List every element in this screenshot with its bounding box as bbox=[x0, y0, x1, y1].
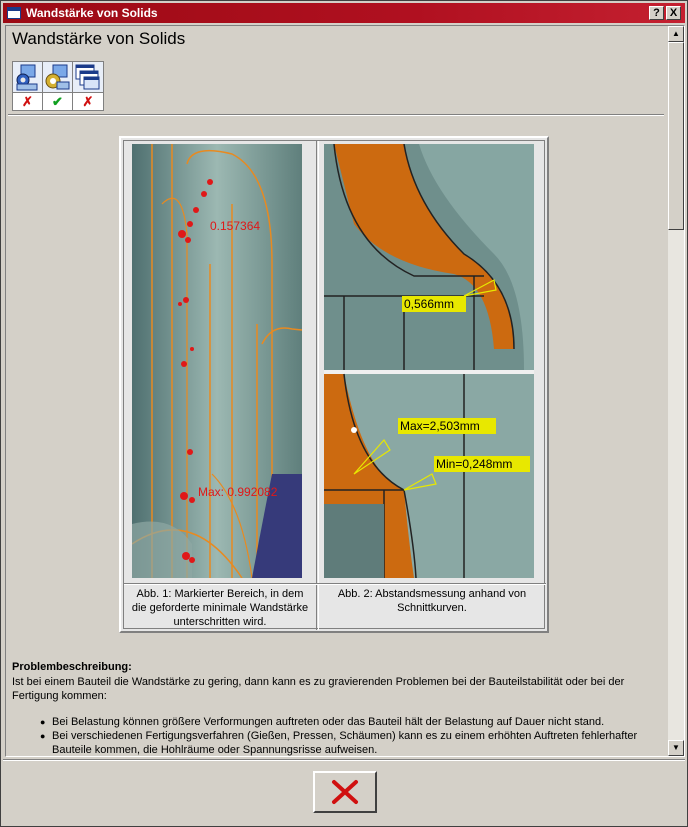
scroll-thumb[interactable] bbox=[668, 42, 684, 230]
title-close-button[interactable]: X bbox=[666, 6, 681, 20]
windows-check-icon[interactable] bbox=[73, 62, 103, 93]
footer-divider bbox=[3, 759, 685, 761]
windows-check-status: ✗ bbox=[82, 93, 94, 109]
cancel-button[interactable] bbox=[313, 771, 377, 813]
problem-heading: Problembeschreibung: bbox=[12, 661, 132, 673]
fig1-label-top: 0.157364 bbox=[210, 219, 261, 233]
cancel-x-icon bbox=[331, 779, 359, 805]
vertical-scrollbar[interactable] bbox=[668, 26, 684, 756]
part-check-icon[interactable] bbox=[13, 62, 42, 93]
fig2-label-c: Min=0,248mm bbox=[436, 457, 513, 471]
page-title: Wandstärke von Solids bbox=[12, 29, 186, 48]
problem-bullet-list bbox=[40, 715, 660, 757]
help-button[interactable]: ? bbox=[649, 6, 664, 20]
check-windows[interactable] bbox=[73, 62, 103, 110]
content-pane bbox=[5, 25, 685, 757]
scroll-up-button[interactable]: ▲ bbox=[668, 26, 684, 42]
problem-text: Ist bei einem Bauteil die Wandstärke zu gering, dann kann es zu gravierenden Problemen bei der Bauteilstabilität oder bei der Fertigung kommen: bbox=[12, 676, 625, 702]
figure-1-caption: Abb. 1: Markierter Bereich, in dem die geforderte minimale Wandstärke unterschritten wird. bbox=[131, 588, 309, 628]
section-measurement-image bbox=[324, 144, 534, 578]
figure-table bbox=[119, 136, 549, 633]
fig2-label-a: 0,566mm bbox=[404, 297, 455, 311]
title-bar[interactable] bbox=[3, 3, 685, 23]
scroll-down-button[interactable]: ▼ bbox=[668, 740, 684, 756]
window-title: Wandstärke von Solids bbox=[26, 6, 158, 20]
check-settings[interactable] bbox=[43, 62, 73, 110]
header-divider bbox=[8, 114, 664, 116]
settings-check-icon[interactable] bbox=[43, 62, 72, 93]
list-item: ● Bei Belastung können größere Verformungen auftreten oder das Bauteil hält der Belastung auf Dauer nicht stand. bbox=[40, 715, 660, 729]
wall-thickness-marked-image bbox=[132, 144, 302, 578]
check-part[interactable] bbox=[13, 62, 43, 110]
check-icon-bar bbox=[12, 61, 104, 111]
window-icon bbox=[7, 7, 21, 19]
figure-2-caption: Abb. 2: Abstandsmessung anhand von Schnittkurven. bbox=[337, 588, 527, 614]
fig1-label-bottom: Max: 0.992082 bbox=[198, 485, 278, 499]
list-item: ● Bei verschiedenen Fertigungsverfahren (Gießen, Pressen, Schäumen) kann es zu einem erhöhten Auftreten fehlerhafter Bauteile kommen, die Hohlräume oder Spannungsrisse aufweisen. bbox=[40, 729, 660, 757]
fig2-label-b: Max=2,503mm bbox=[400, 419, 480, 433]
part-check-status: ✗ bbox=[22, 93, 33, 109]
settings-check-status: ✔ bbox=[52, 93, 63, 109]
